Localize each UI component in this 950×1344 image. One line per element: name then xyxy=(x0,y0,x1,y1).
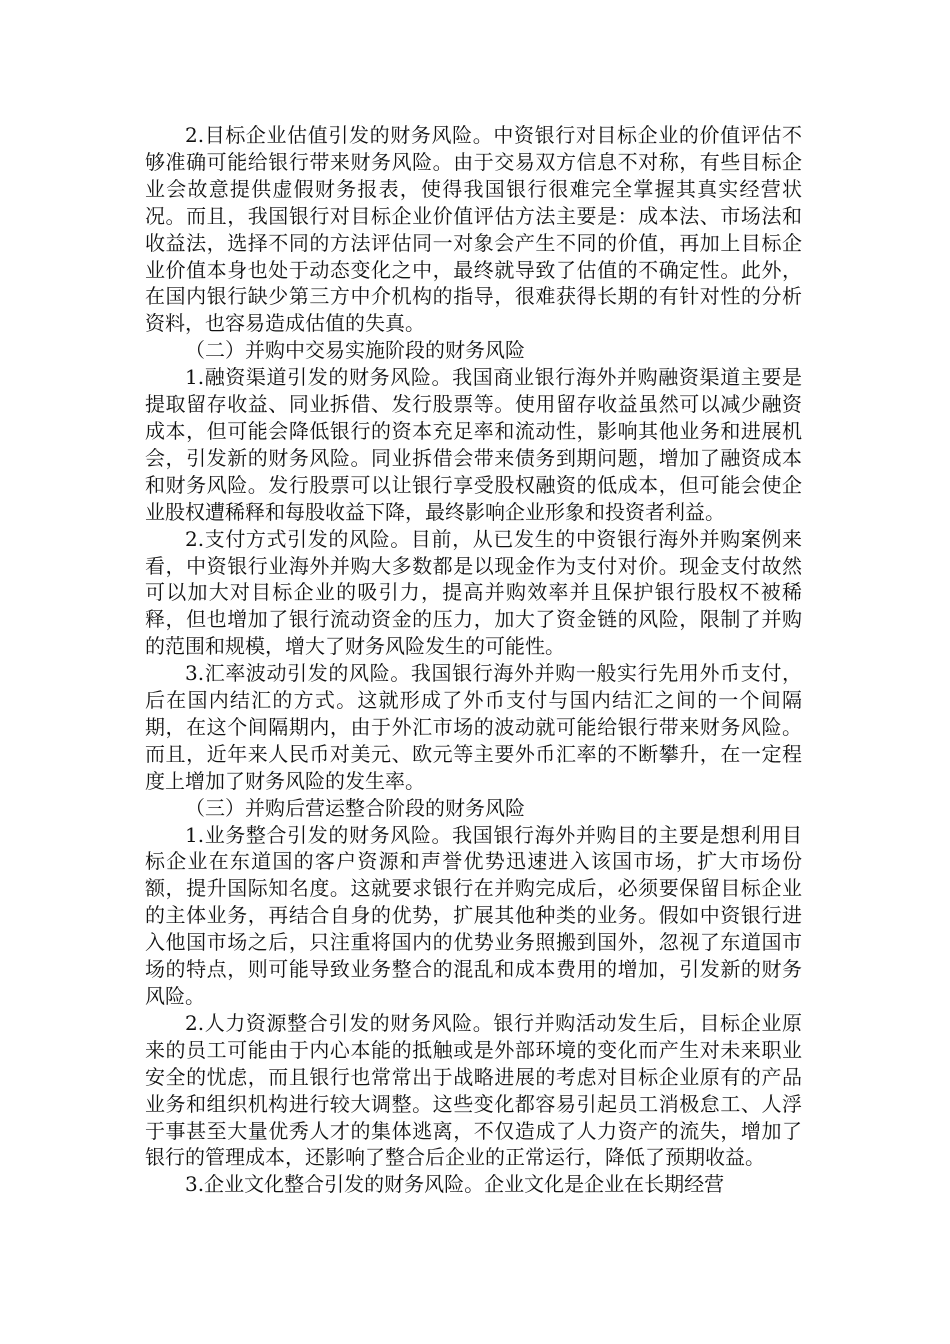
paragraph-hr-integration-risk: 2.人力资源整合引发的财务风险。银行并购活动发生后，目标企业原来的员工可能由于内心本能的抵触或是外部环境的变化而产生对未来职业安全的忧虑，而且银行也常常出于战略进展的考虑对目标企业原有的产品业务和组织机构进行较大调整。这些变化都容易引起员工消极怠工、人浮于事甚至大量优秀人才的集体逃离，不仅造成了人力资产的流失，增加了银行的管理成本，还影响了整合后企业的正常运行，降低了预期收益。 xyxy=(145,1010,802,1170)
paragraph-culture-integration-risk: 3.企业文化整合引发的财务风险。企业文化是企业在长期经营 xyxy=(185,1172,725,1197)
paragraph-financing-channel-risk: 1.融资渠道引发的财务风险。我国商业银行海外并购融资渠道主要是提取留存收益、同业拆借、发行股票等。使用留存收益虽然可以减少融资成本，但可能会降低银行的资本充足率和流动性，影响其他业务和进展机会，引发新的财务风险。同业拆借会带来债务到期问题，增加了融资成本和财务风险。发行股票可以让银行享受股权融资的低成本，但可能会使企业股权遭稀释和每股收益下降，最终影响企业形象和投资者利益。 xyxy=(145,365,802,524)
section-heading-integration-phase: （三）并购后营运整合阶段的财务风险 xyxy=(185,795,525,820)
paragraph-exchange-rate-risk: 3.汇率波动引发的风险。我国银行海外并购一般实行先用外币支付，后在国内结汇的方式。这就形成了外币支付与国内结汇之间的一个间隔期，在这个间隔期内，由于外汇市场的波动就可能给银行带来财务风险。而且，近年来人民币对美元、欧元等主要外币汇率的不断攀升，在一定程度上增加了财务风险的发生率。 xyxy=(145,661,802,793)
paragraph-business-integration-risk: 1.业务整合引发的财务风险。我国银行海外并购目的主要是想利用目标企业在东道国的客户资源和声誉优势迅速进入该国市场，扩大市场份额，提升国际知名度。这就要求银行在并购完成后，必须要保留目标企业的主体业务，再结合自身的优势，扩展其他种类的业务。假如中资银行进入他国市场之后，只注重将国内的优势业务照搬到国外，忽视了东道国市场的特点，则可能导致业务整合的混乱和成本费用的增加，引发新的财务风险。 xyxy=(145,822,802,1008)
section-heading-transaction-phase: （二）并购中交易实施阶段的财务风险 xyxy=(185,338,525,363)
paragraph-payment-method-risk: 2.支付方式引发的风险。目前，从已发生的中资银行海外并购案例来看，中资银行业海外并购大多数都是以现金作为支付对价。现金支付故然可以加大对目标企业的吸引力，提高并购效率并且保护银行股权不被稀释，但也增加了银行流动资金的压力，加大了资金链的风险，限制了并购的范围和规模，增大了财务风险发生的可能性。 xyxy=(145,526,802,659)
paragraph-valuation-risk: 2.目标企业估值引发的财务风险。中资银行对目标企业的价值评估不够准确可能给银行带来财务风险。由于交易双方信息不对称，有些目标企业会故意提供虚假财务报表，使得我国银行很难完全掌握其真实经营状况。而且，我国银行对目标企业价值评估方法主要是：成本法、市场法和收益法，选择不同的方法评估同一对象会产生不同的价值，再加上目标企业价值本身也处于动态变化之中，最终就导致了估值的不确定性。此外，在国内银行缺少第三方中介机构的指导，很难获得长期的有针对性的分析资料，也容易造成估值的失真。 xyxy=(145,123,802,336)
